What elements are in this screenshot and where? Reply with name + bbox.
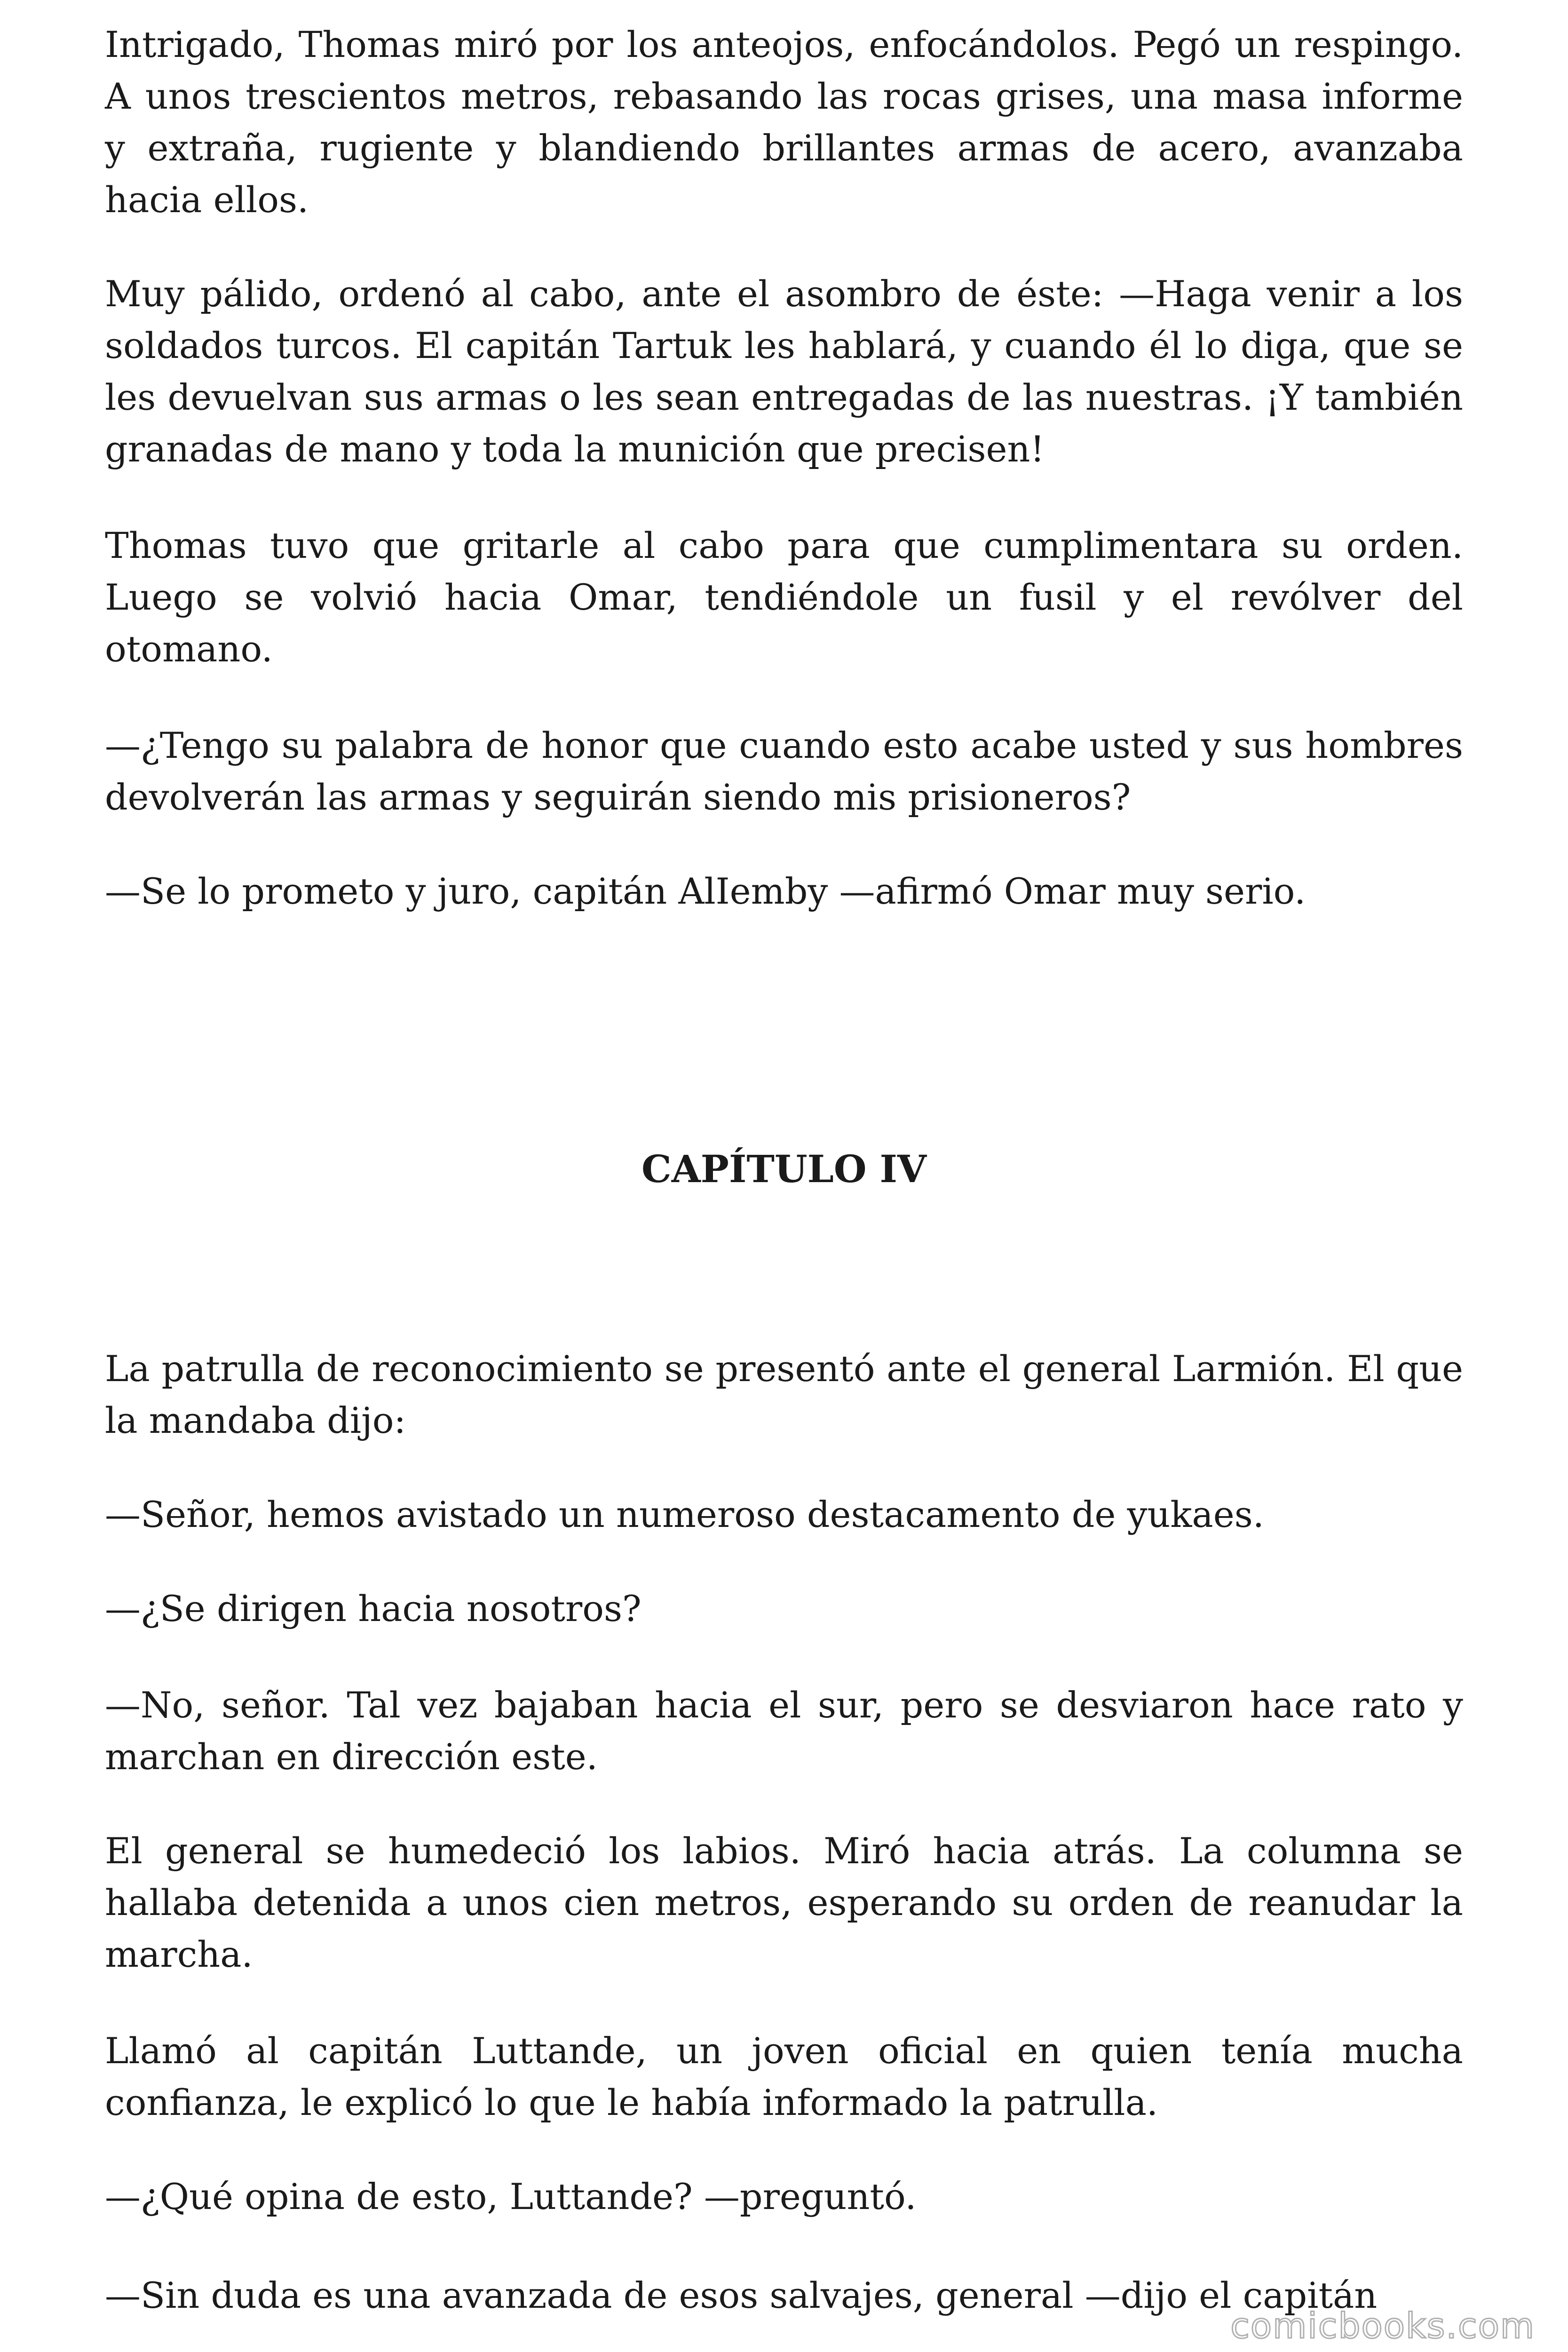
chapter-title: CAPÍTULO IV <box>641 1147 927 1191</box>
paragraph: —No, señor. Tal vez bajaban hacia el sur, pero se desviaron hace rato y marchan en dirección este. <box>105 1684 1463 1778</box>
paragraph: —Se lo prometo y juro, capitán AlIemby —afirmó Omar muy serio. <box>105 870 1306 912</box>
paragraph: —¿Se dirigen hacia nosotros? <box>105 1588 641 1629</box>
watermark: comicbooks.com <box>1230 2306 1535 2346</box>
paragraph: —¿Qué opina de esto, Luttande? —preguntó. <box>105 2176 917 2217</box>
paragraph: Thomas tuvo que gritarle al cabo para que cumplimentara su orden. Luego se volvió hacia Omar, tendiéndole un fusil y el revólver del otomano. <box>105 524 1463 670</box>
paragraph: Muy pálido, ordenó al cabo, ante el asombro de éste: —Haga venir a los soldados turcos. El capitán Tartuk les hablará, y cuando él lo diga, que se les devuelvan sus armas o les sean entregadas de las nuestras. ¡Y también granadas de mano y toda la munición que precisen! <box>105 273 1463 470</box>
paragraph: La patrulla de reconocimiento se presentó ante el general Larmión. El que la mandaba dijo: <box>105 1348 1463 1441</box>
paragraph: Intrigado, Thomas miró por los anteojos, enfocándolos. Pegó un respingo. A unos trescientos metros, rebasando las rocas grises, una masa informe y extraña, rugiente y blandiendo brillantes armas de acero, avanzaba hacia ellos. <box>105 24 1463 221</box>
paragraph: —Señor, hemos avistado un numeroso destacamento de yukaes. <box>105 1494 1264 1535</box>
paragraph: Llamó al capitán Luttande, un joven oficial en quien tenía mucha confianza, le explicó lo que le había informado la patrulla. <box>105 2030 1463 2123</box>
paragraph: —Sin duda es una avanzada de esos salvajes, general —dijo el capitán <box>105 2274 1378 2316</box>
book-page <box>105 0 1463 2352</box>
paragraph: —¿Tengo su palabra de honor que cuando esto acabe usted y sus hombres devolverán las armas y seguirán siendo mis prisioneros? <box>105 724 1463 818</box>
paragraph: El general se humedeció los labios. Miró hacia atrás. La columna se hallaba detenida a unos cien metros, esperando su orden de reanudar la marcha. <box>105 1830 1463 1975</box>
